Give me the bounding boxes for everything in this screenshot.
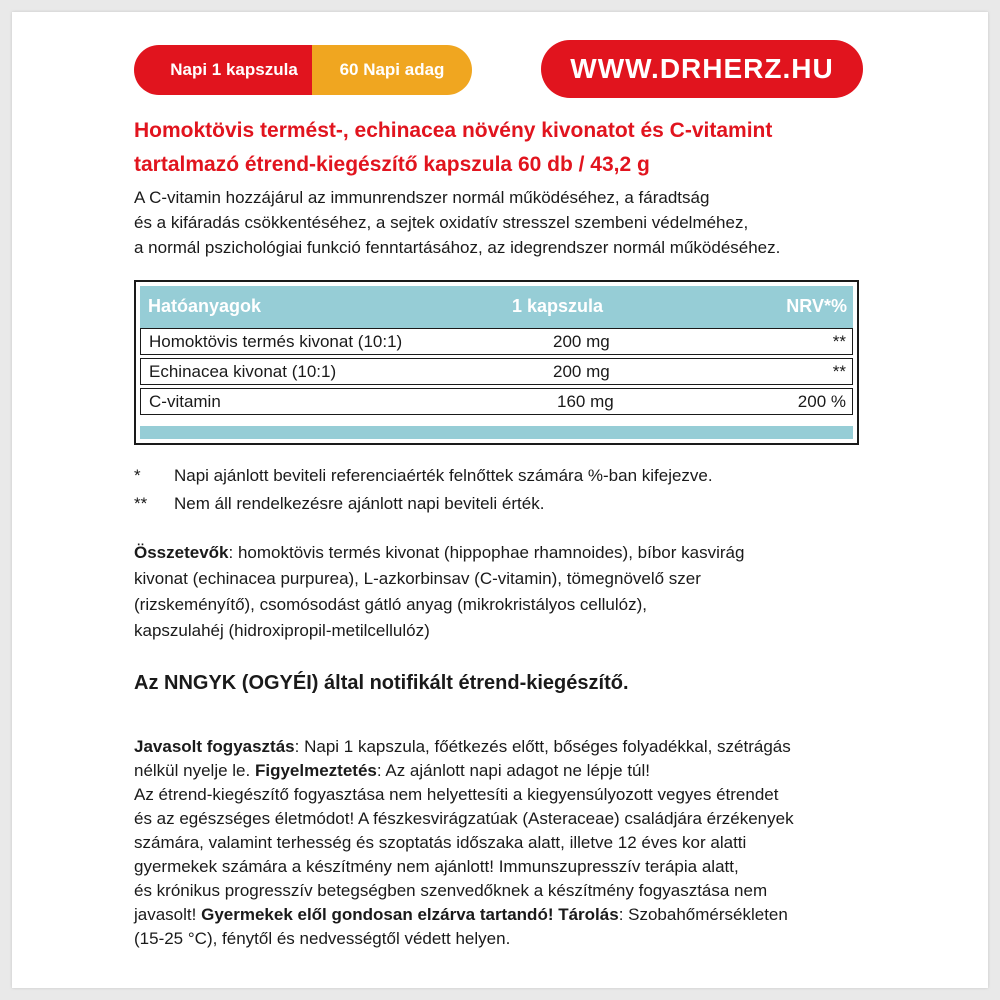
- ingredients-line: kivonat (echinacea purpurea), L-azkorbinsav (C-vitamin), tömegnövelő szer: [134, 569, 701, 588]
- table-row: [140, 328, 853, 355]
- footnote: [134, 490, 864, 518]
- footnote-mark: **: [134, 494, 148, 513]
- header-nrv: NRV*%: [786, 296, 847, 316]
- ingredient-amount: 160 mg: [557, 392, 614, 411]
- product-title-line: Homoktövis termést-, echinacea növény kivonatot és C-vitamint: [134, 119, 773, 142]
- table-footer-bar: [140, 426, 853, 439]
- storage-label: Gyermekek elől gondosan elzárva tartandó! Tárolás: [201, 905, 619, 924]
- ingredient-name: C-vitamin: [149, 392, 221, 411]
- vitamin-c-claim: [134, 185, 864, 260]
- ingredients-line: kapszulahéj (hidroxipropil-metilcellulóz): [134, 621, 430, 640]
- ingredient-name: Homoktövis termés kivonat (10:1): [149, 332, 403, 351]
- usage-line: gyermekek számára a készítmény nem ajánlott! Immunszupresszív terápia alatt,: [134, 857, 739, 876]
- usage-line: [134, 903, 864, 927]
- usage-line: és az egészséges életmódot! A fészkesvirágzatúak (Asteraceae) családjára érzékenyek: [134, 809, 794, 828]
- product-title-line: tartalmazó étrend-kiegészítő kapszula 60 db / 43,2 g: [134, 153, 650, 176]
- usage-line: és krónikus progresszív betegségben szenvedőknek a készítmény fogyasztása nem: [134, 881, 768, 900]
- ingredients-section: [134, 540, 864, 644]
- usage-text: : Az ajánlott napi adagot ne lépje túl!: [376, 761, 651, 780]
- usage-text: javasolt!: [134, 905, 202, 924]
- claim-line: A C-vitamin hozzájárul az immunrendszer normál működéséhez, a fáradtság: [134, 188, 710, 207]
- ingredients-line: (rizskeményítő), csomósodást gátló anyag (mikrokristályos cellulóz),: [134, 595, 648, 614]
- claim-line: és a kifáradás csökkentéséhez, a sejtek oxidatív stresszel szembeni védelméhez,: [134, 213, 749, 232]
- claim-line: a normál pszichológiai funkció fenntartásához, az idegrendszer normál működéséhez.: [134, 238, 781, 257]
- product-title: [134, 114, 874, 182]
- notification-statement: Az NNGYK (OGYÉI) által notifikált étrend-kiegészítő.: [134, 672, 629, 694]
- usage-text: : Napi 1 kapszula, főétkezés előtt, bőséges folyadékkal, szétrágás: [294, 737, 791, 756]
- footnote: [134, 462, 864, 490]
- usage-text: nélkül nyelje le.: [134, 761, 255, 780]
- warning-label: Figyelmeztetés: [254, 761, 377, 780]
- usage-label: Javasolt fogyasztás: [134, 737, 295, 756]
- footnote-text: Napi ajánlott beviteli referenciaérték felnőttek számára %-ban kifejezve.: [174, 466, 713, 485]
- daily-dose-badge: Napi 1 kapszula: [134, 45, 334, 95]
- ingredients-text: : homoktövis termés kivonat (hippophae rhamnoides), bíbor kasvirág: [228, 543, 745, 562]
- footnote-text: Nem áll rendelkezésre ajánlott napi beviteli érték.: [174, 494, 545, 513]
- ingredient-nrv: **: [832, 332, 846, 351]
- ingredient-nrv: 200 %: [797, 392, 846, 411]
- usage-line: Az étrend-kiegészítő fogyasztása nem helyettesíti a kiegyensúlyozott vegyes étrendet: [134, 785, 779, 804]
- ingredients-line: [134, 540, 864, 566]
- usage-line: [134, 759, 864, 783]
- usage-text: : Szobahőmérsékleten: [618, 905, 788, 924]
- website-link[interactable]: WWW.DRHERZ.HU: [541, 40, 863, 98]
- header-per-capsule: 1 kapszula: [512, 296, 604, 316]
- footnotes: [134, 462, 864, 518]
- ingredient-nrv: **: [832, 362, 846, 381]
- table-header: [140, 286, 853, 328]
- servings-badge: 60 Napi adag: [312, 45, 472, 95]
- ingredient-amount: 200 mg: [553, 362, 610, 381]
- footnote-mark: *: [134, 466, 141, 485]
- table-row: [140, 388, 853, 415]
- header-active-ingredients: Hatóanyagok: [148, 296, 262, 316]
- ingredients-label: Összetevők: [134, 543, 229, 562]
- usage-line: [134, 735, 864, 759]
- usage-line: számára, valamint terhesség és szoptatás időszaka alatt, illetve 12 éves kor alatti: [134, 833, 747, 852]
- ingredient-amount: 200 mg: [553, 332, 610, 351]
- usage-section: [134, 735, 864, 951]
- usage-line: (15-25 °C), fénytől és nedvességtől védett helyen.: [134, 929, 511, 948]
- table-row: [140, 358, 853, 385]
- active-ingredients-table: [134, 280, 859, 445]
- ingredient-name: Echinacea kivonat (10:1): [149, 362, 337, 381]
